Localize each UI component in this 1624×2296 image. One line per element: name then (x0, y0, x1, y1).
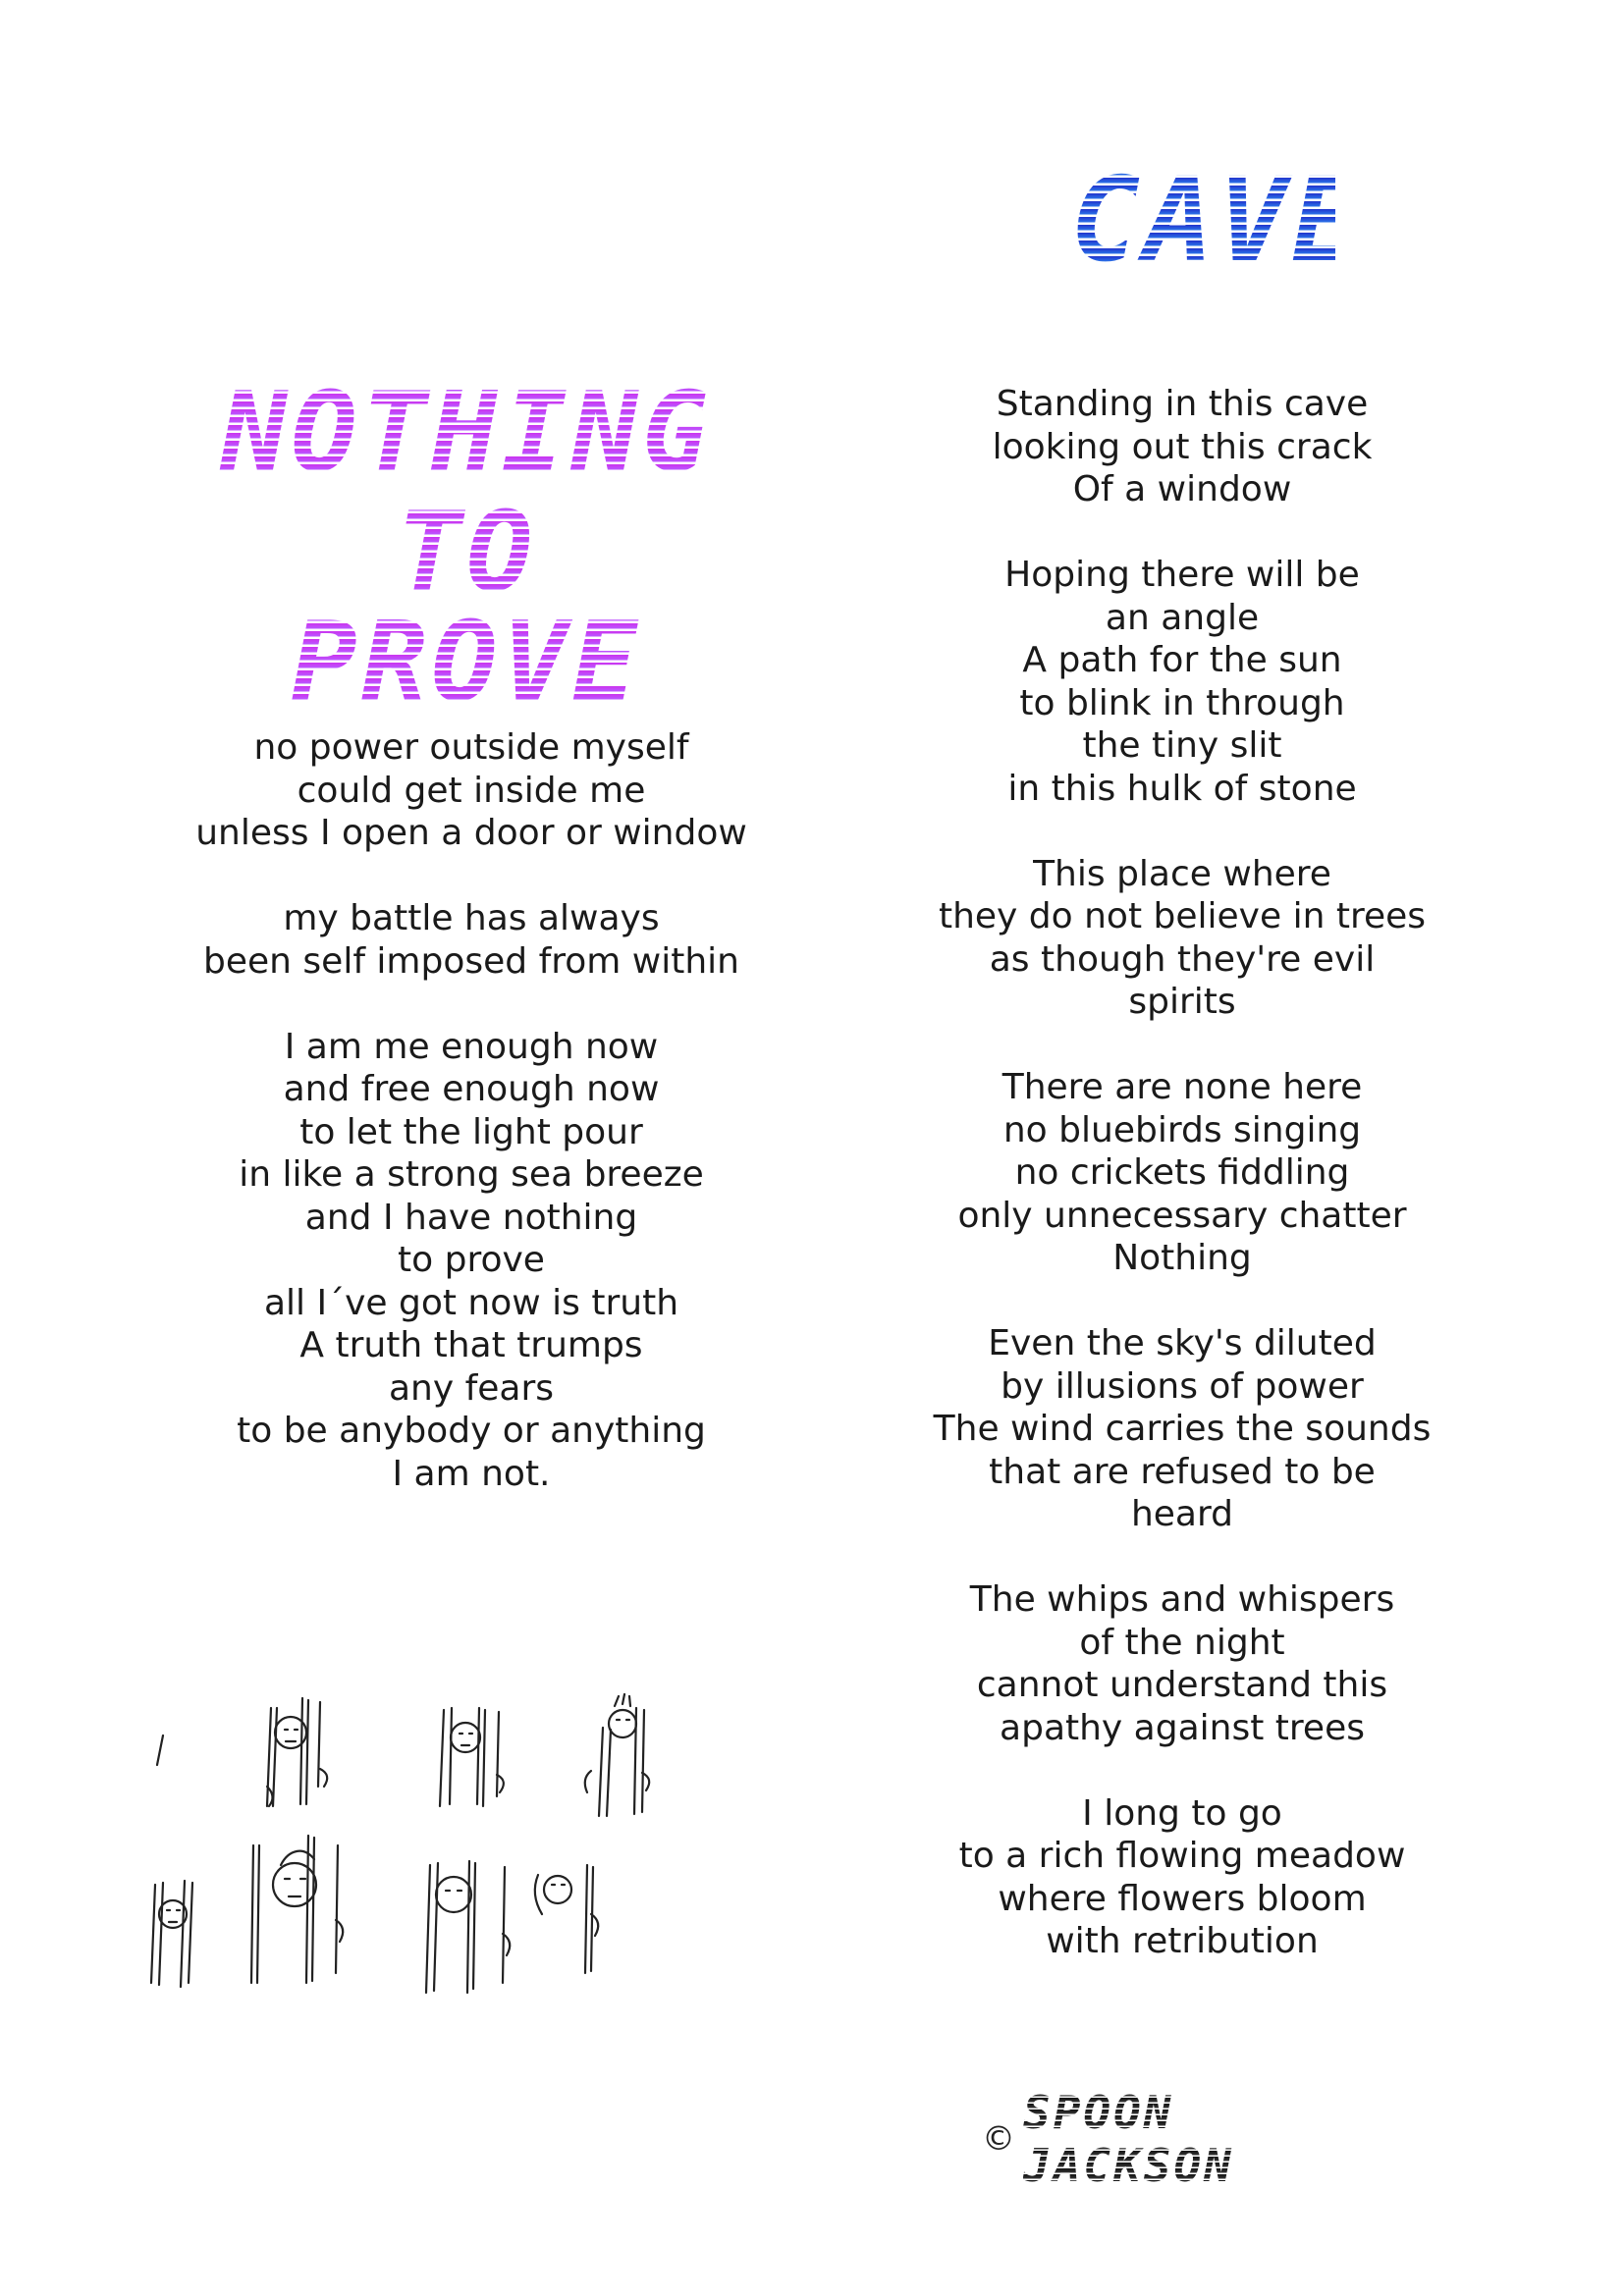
nothing-poem-line: to let the light pour (299, 1111, 643, 1152)
cave-poem-line: cannot understand this (976, 1665, 1388, 1705)
cave-poem-line: spirits (1128, 982, 1236, 1022)
cave-poem-line: Hoping there will be (1004, 555, 1360, 595)
nothing-poem-line: A truth that trumps (299, 1325, 643, 1365)
nothing-poem-line: I am not. (392, 1453, 551, 1494)
nothing-poem-line: unless I open a door or window (195, 813, 747, 853)
cave-poem-line: The whips and whispers (969, 1579, 1395, 1620)
nothing-poem-line: in like a strong sea breeze (239, 1154, 704, 1195)
nothing-poem-line: to prove (398, 1240, 545, 1280)
cave-poem-line: Even the sky's diluted (988, 1323, 1377, 1363)
nothing-poem-line: any fears (388, 1367, 555, 1409)
cave-poem-line: where flowers bloom (998, 1878, 1367, 1919)
nothing-poem-line: to be anybody or anything (237, 1411, 706, 1451)
cave-poem-line: in this hulk of stone (1007, 768, 1357, 809)
cave-poem-line: The wind carries the sounds (933, 1409, 1432, 1449)
nothing-poem-line: and I have nothing (304, 1197, 638, 1238)
nothing-poem-stanza (177, 1026, 766, 1496)
cave-poem-line: Standing in this cave (996, 384, 1369, 424)
nothing-poem-stanza (177, 726, 766, 855)
cave-poem-line: the tiny slit (1082, 725, 1282, 766)
cave-poem-stanza (927, 853, 1437, 1024)
nothing-to-prove-title (201, 369, 731, 726)
cave-poem-stanza (927, 1792, 1437, 1963)
cave-poem-line: by illusions of power (1001, 1365, 1364, 1407)
poem-cave (927, 383, 1437, 2005)
poem-nothing-to-prove (177, 726, 766, 1538)
cave-poem-line: There are none here (1001, 1067, 1363, 1107)
cave-poem-line: no crickets fiddling (1014, 1152, 1350, 1193)
cave-poem-stanza (927, 1578, 1437, 1749)
cave-poem-line: an angle (1105, 597, 1260, 638)
cave-poem-line: they do not believe in trees (938, 896, 1427, 936)
cave-poem-stanza (927, 383, 1437, 511)
cave-poem-line: I long to go (1082, 1792, 1282, 1834)
nothing-poem-stanza (177, 897, 766, 983)
cave-poem-line: of the night (1079, 1622, 1285, 1663)
cave-poem-line: Nothing (1112, 1238, 1252, 1278)
cave-poem-line: A path for the sun (1022, 640, 1342, 680)
cave-poem-stanza (927, 554, 1437, 810)
cave-poem-stanza (927, 1322, 1437, 1536)
cave-poem-line: only unnecessary chatter (957, 1195, 1407, 1236)
nothing-poem-line: all I´ve got now is truth (263, 1282, 679, 1323)
author-name: SPOON JACKSON (1023, 2086, 1394, 2192)
nothing-poem-line: and free enough now (283, 1069, 660, 1109)
cave-poem-line: no bluebirds singing (1002, 1109, 1362, 1150)
nothing-title-line-1: NOTHING (201, 378, 731, 488)
nothing-title-line-2: TO PROVE (201, 498, 731, 718)
copyright-signature (982, 2086, 1394, 2192)
cave-poem-line: heard (1130, 1494, 1234, 1534)
cave-poem-line: with retribution (1046, 1921, 1319, 1961)
cave-poem-line: as though they're evil (989, 938, 1376, 980)
cave-title-text: CAVE (1070, 152, 1366, 288)
cave-poem-line: to blink in through (1019, 682, 1345, 723)
cave-poem-line: to a rich flowing meadow (958, 1836, 1406, 1876)
cave-poem-line: that are refused to be (989, 1451, 1376, 1492)
prison-bars-sketch (145, 1688, 833, 2042)
cave-poem-line: Of a window (1072, 469, 1292, 509)
nothing-poem-line: been self imposed from within (203, 940, 739, 982)
cave-poem-line: apathy against trees (1000, 1707, 1365, 1748)
cave-poem-line: This place where (1033, 853, 1331, 894)
nothing-poem-line: my battle has always (283, 898, 660, 938)
cave-poem-line: looking out this crack (992, 426, 1373, 467)
copyright-symbol: © (982, 2119, 1015, 2159)
nothing-poem-line: could get inside me (297, 770, 646, 811)
nothing-poem-line: no power outside myself (253, 727, 689, 768)
cave-title (1070, 152, 1366, 288)
cave-poem-stanza (927, 1066, 1437, 1280)
nothing-poem-line: I am me enough now (284, 1026, 659, 1067)
